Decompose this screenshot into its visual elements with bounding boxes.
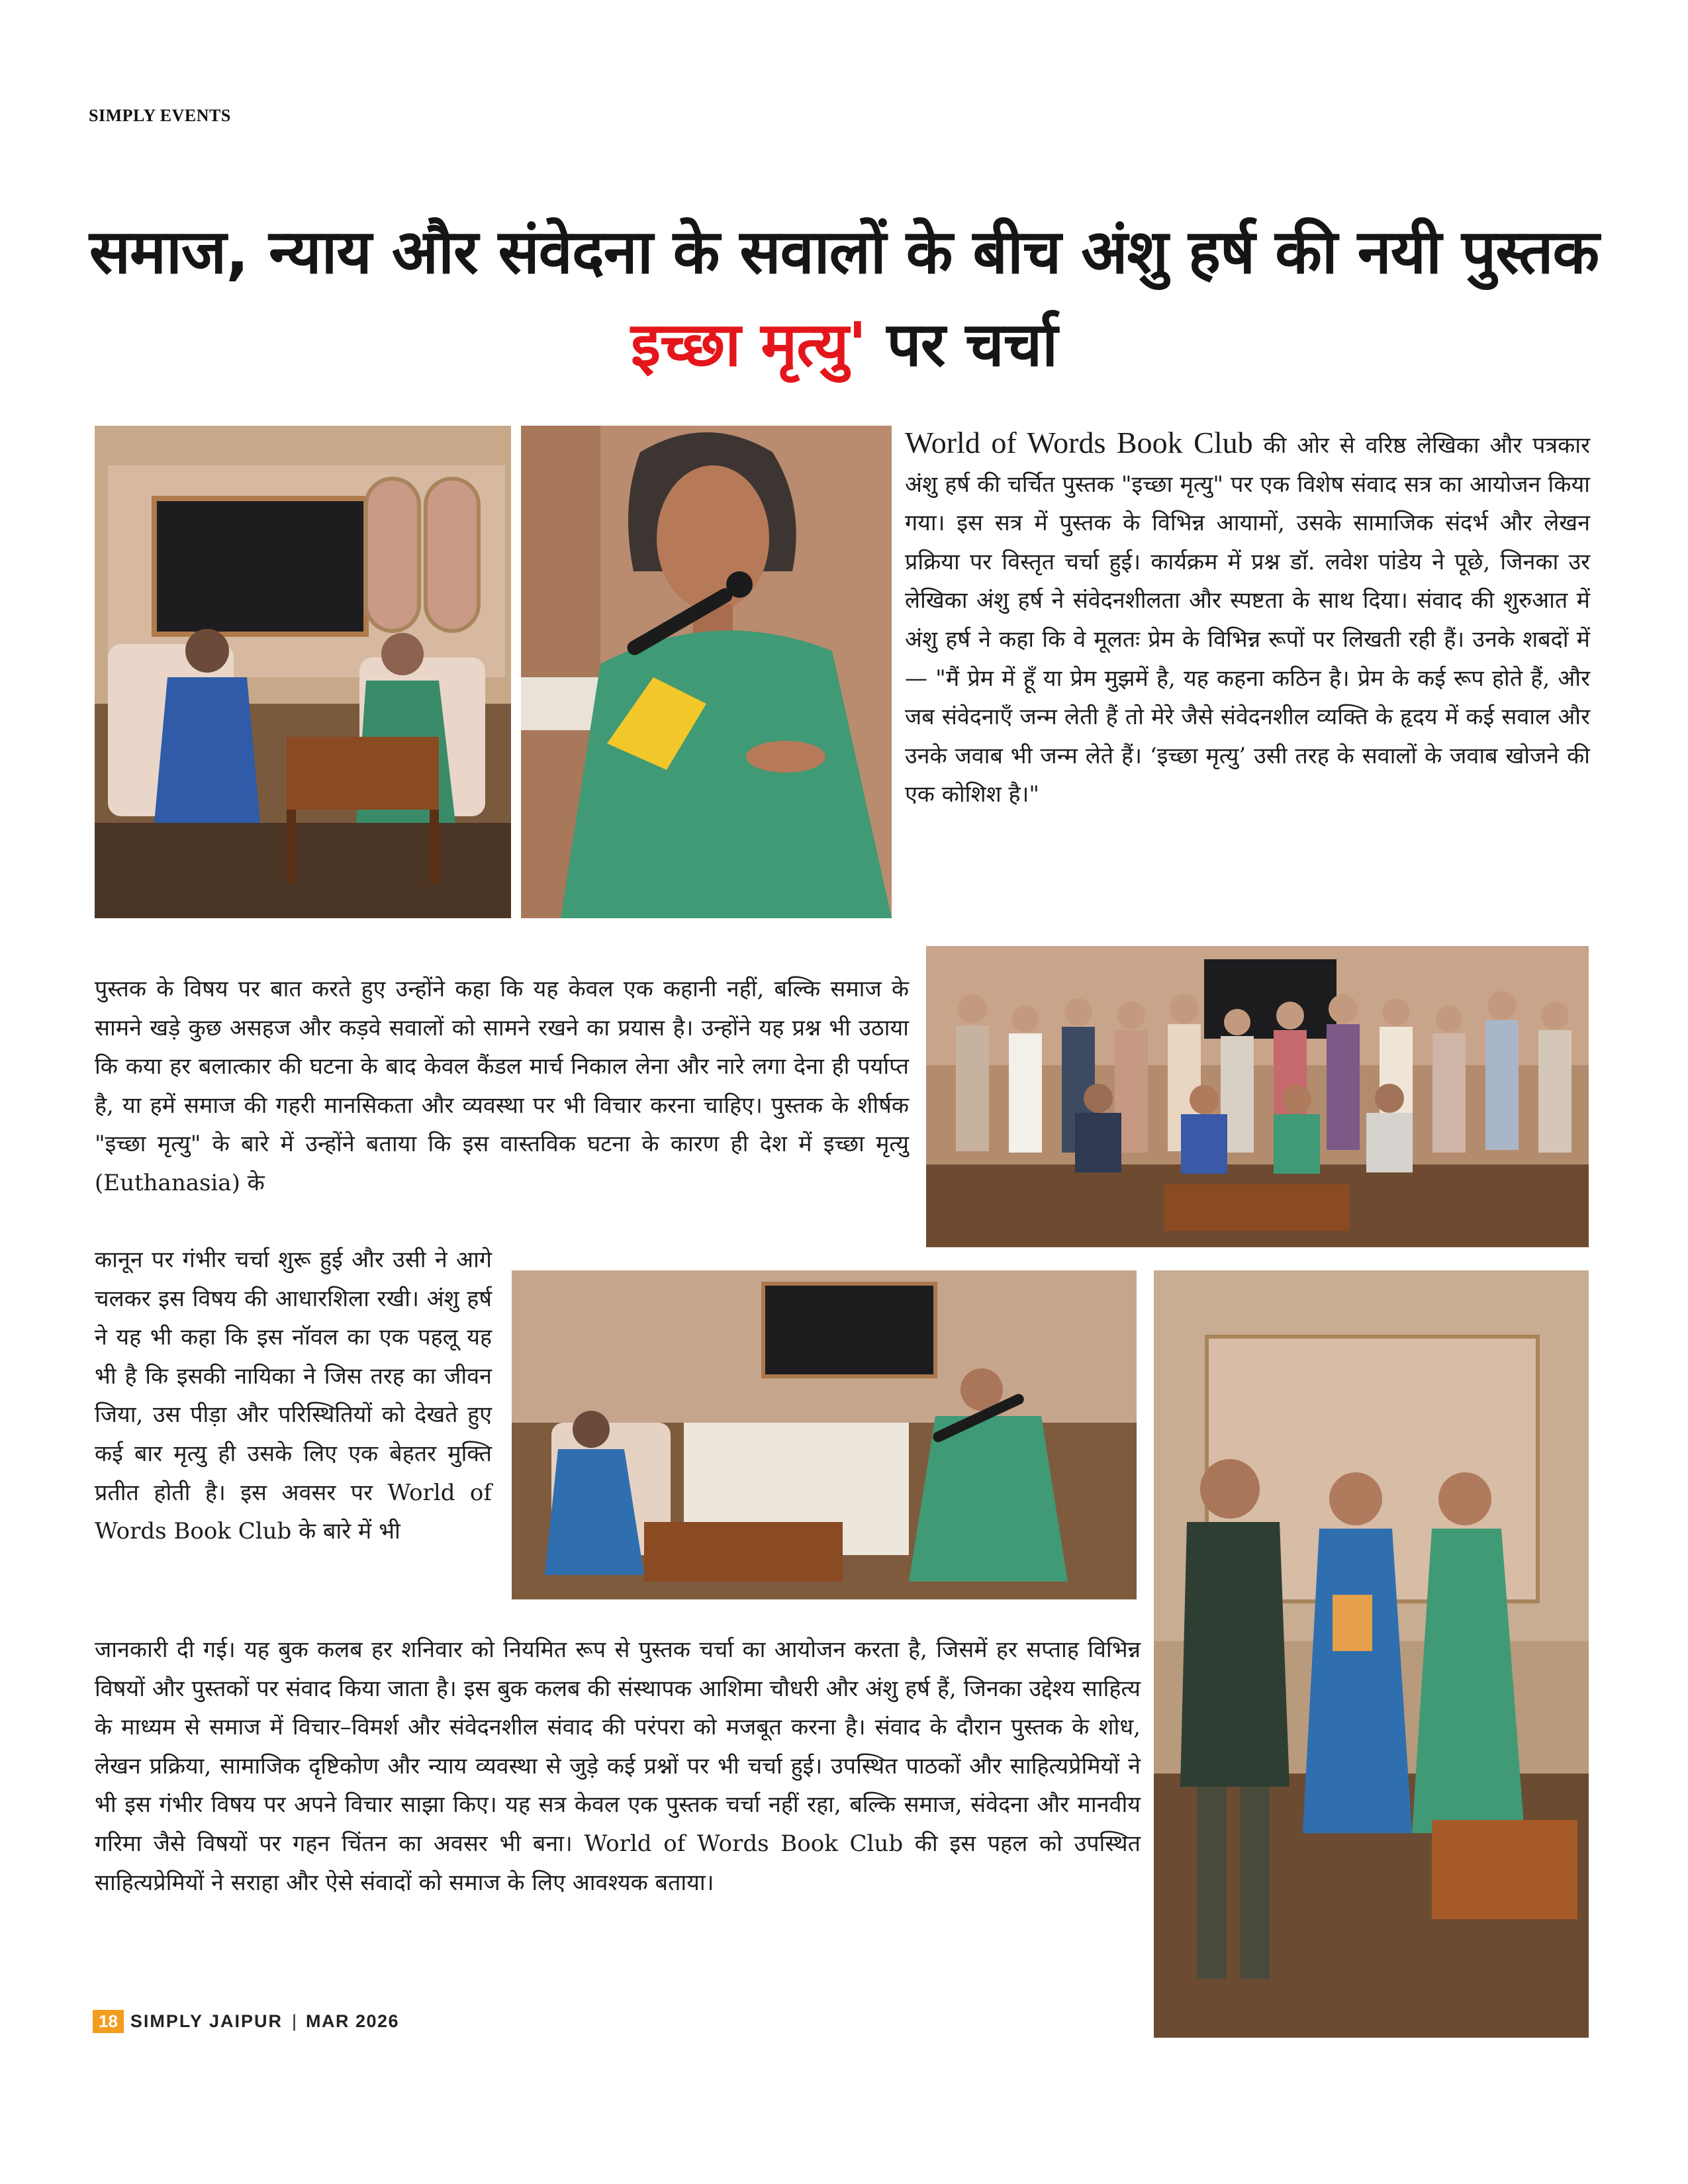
photo-conversation-wide [95, 426, 511, 918]
magazine-name: SIMPLY JAIPUR [130, 2011, 283, 2031]
article-paragraph-4: जानकारी दी गई। यह बुक कलब हर शनिवार को नियमित रूप से पुस्तक चर्चा का आयोजन करता है, जिसमें हर सप्ताह विभिन्न विषयों और पुस्तकों पर संवाद किया जाता है। इस बुक कलब की संस्थापक आशिमा चौधरी और अंशु हर्ष हैं, जिनका उद्देश्य साहित्य के माध्यम से समाज में विचार–विमर्श और संवेदनशील संवाद की परंपरा को मजबूत करना है। संवाद के दौरान पुस्तक के शोध, लेखन प्रक्रिया, सामाजिक दृष्टिकोण और न्याय व्यवस्था से जुड़े कई प्रश्नों पर भी चर्चा हुई। उपस्थित पाठकों और साहित्यप्रेमियों ने भी इस गंभीर विषय पर अपने विचार साझा किए। यह सत्र केवल एक पुस्तक चर्चा नहीं रहा, बल्कि समाज, संवेदना और मानवीय गरिमा जैसे विषयों पर गहन चिंतन का अवसर भी बना। World of Words Book Club की इस पहल को उपस्थित साहित्यप्रेमियों ने सराहा और ऐसे संवादों को समाज के लिए आवश्यक बताया। [95, 1637, 1141, 1896]
club-name-lead: World of Words Book Club [905, 426, 1253, 459]
photo-conversation-stage [512, 1270, 1137, 1599]
section-label: SIMPLY EVENTS [89, 106, 231, 125]
photo-group [926, 946, 1589, 1247]
headline-line-2-rest: पर चर्चा [866, 309, 1058, 380]
headline-line-1: समाज, न्याय और संवेदना के सवालों के बीच अंशु हर्ष की नयी पुस्तक [89, 216, 1599, 287]
footer-separator: | [292, 2011, 297, 2031]
page-footer [93, 2008, 399, 2034]
paragraph-1-text: की ओर से वरिष्ठ लेखिका और पत्रकार अंशु हर्ष की चर्चित पुस्तक "इच्छा मृत्यु" पर एक विशेष संवाद सत्र का आयोजन किया गया। इस सत्र में पुस्तक के विभिन्न आयामों, उसके सामाजिक संदर्भ और लेखन प्रक्रिया पर विस्तृत चर्चा हुई। कार्यक्रम में प्रश्न डॉ. लवेश पांडेय ने पूछे, जिनका उर लेखिका अंशु हर्ष ने संवेदनशीलता और स्पष्टता के साथ दिया। संवाद की शुरुआत में अंशु हर्ष ने कहा कि वे मूलतः प्रेम के विभिन्न रूपों पर लिखती रही हैं। उनके शबदों में — "मैं प्रेम में हूँ या प्रेम मुझमें है, यह कहना कठिन है। प्रेम के कई रूप होते हैं, और जब संवेदनाएँ जन्म लेती हैं तो मेरे जैसे संवेदनशील व्यक्ति के हृदय में कई सवाल और उनके जवाब भी जन्म लेते हैं। ‘इच्छा मृत्यु’ उसी तरह के सवालों के जवाब खोजने की एक कोशिश है।" [905, 432, 1590, 808]
headline-book-title: इच्छा मृत्यु' [630, 309, 867, 380]
photo-book-presentation [1154, 1270, 1589, 2038]
article-paragraph-2: पुस्तक के विषय पर बात करते हुए उन्होंने कहा कि यह केवल एक कहानी नहीं, बल्कि समाज के सामने खड़े कुछ असहज और कड़वे सवालों को सामने रखने का प्रयास है। उन्होंने यह प्रश्न भी उठाया कि कया हर बलात्कार की घटना के बाद केवल कैंडल मार्च निकाल लेना और नारे लगा देना ही पर्याप्त है, या हमें समाज की गहरी मानसिकता और व्यवस्था पर भी विचार करना चाहिए। पुस्तक के शीर्षक "इच्छा मृत्यु" के बारे में उन्होंने बताया कि इस वास्तविक घटना के कारण ही देश में इच्छा मृत्यु (Euthanasia) के [95, 976, 909, 1196]
issue-date: MAR 2026 [306, 2011, 400, 2031]
article-paragraph-3: कानून पर गंभीर चर्चा शुरू हुई और उसी ने आगे चलकर इस विषय की आधारशिला रखी। अंशु हर्ष ने यह भी कहा कि इस नॉवल का एक पहलू यह भी है कि इसकी नायिका ने जिस तरह का जीवन जिया, उस पीड़ा और परिस्थितियों को देखते हुए कई बार मृत्यु ही उसके लिए एक बेहतर मुक्ति प्रतीत होती है। इस अवसर पर World of Words Book Club के बारे में भी [95, 1247, 492, 1545]
article-paragraph-1 [905, 424, 1590, 814]
photo-speaker-closeup [521, 426, 892, 918]
headline-line-2 [66, 311, 1622, 378]
page-number: 18 [93, 2010, 124, 2033]
